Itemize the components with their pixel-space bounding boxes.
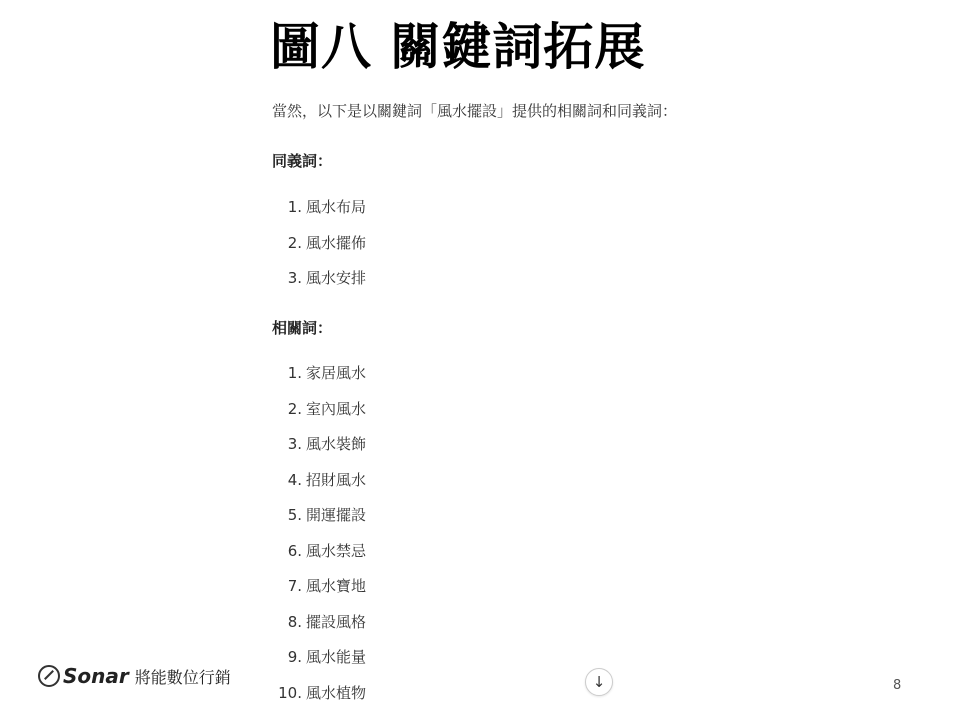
- related-list: [272, 363, 572, 718]
- logo-brand-name: Sonar: [63, 664, 129, 688]
- synonyms-list: [272, 197, 572, 304]
- list-item: 10. 風水植物: [278, 683, 367, 702]
- sonar-logo-icon: [38, 665, 60, 687]
- company-logo: [38, 664, 231, 688]
- list-item: 7. 風水寶地: [287, 577, 367, 595]
- list-item: 3. 風水安排: [287, 269, 367, 287]
- page-number: 8: [893, 678, 902, 693]
- list-item: 6. 風水禁忌: [287, 541, 367, 560]
- arrow-down-icon: ↓: [592, 673, 606, 691]
- list-item: 9. 風水能量: [287, 648, 367, 666]
- slide-title: 圖八 關鍵詞拓展: [270, 18, 646, 76]
- list-item: 1. 風水布局: [287, 198, 367, 216]
- list-item: 5. 開運擺設: [287, 506, 367, 524]
- intro-text: 當然，以下是以關鍵詞「風水擺設」提供的相關詞和同義詞：: [272, 102, 678, 120]
- synonyms-heading: 同義詞：: [272, 152, 333, 170]
- list-item: 2. 室內風水: [287, 399, 367, 418]
- logo-chinese-name: 將能數位行銷: [134, 667, 231, 687]
- list-item: 3. 風水裝飾: [287, 435, 367, 453]
- list-item: 8. 擺設風格: [287, 612, 367, 631]
- list-item: 2. 風水擺佈: [287, 233, 367, 252]
- related-heading: 相關詞：: [272, 319, 333, 337]
- scroll-down-button[interactable]: [585, 668, 613, 696]
- list-item: 4. 招財風水: [287, 470, 367, 489]
- list-item: 1. 家居風水: [287, 364, 367, 382]
